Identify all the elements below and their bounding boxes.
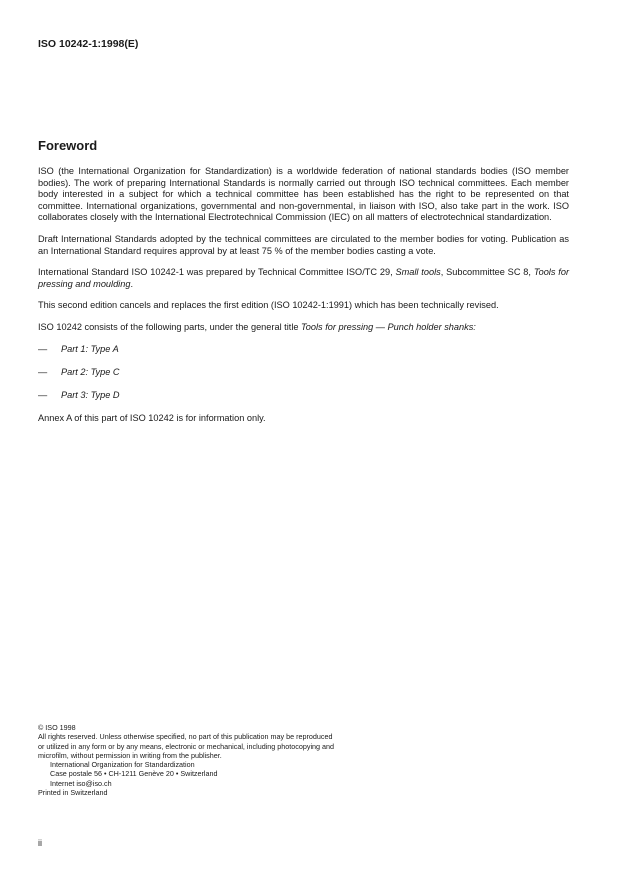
general-title: Tools for pressing — Punch holder shanks: xyxy=(301,321,476,332)
organization-name: International Organization for Standardization xyxy=(50,760,195,770)
page-number: ii xyxy=(38,838,42,848)
prepared-by-end: . xyxy=(130,278,134,289)
copyright-line: © ISO 1998 xyxy=(38,723,76,732)
rights-line: microfilm, without permission in writing from the publisher. xyxy=(38,750,222,760)
document-id-header: ISO 10242-1:1998(E) xyxy=(38,38,139,50)
organization-address: Case postale 56 • CH-1211 Genève 20 • Switzerland xyxy=(50,769,218,779)
subcommittee-name: Tools for pressing and moulding xyxy=(38,267,570,289)
parts-intro-text: ISO 10242 consists of the following parts, under the general title xyxy=(38,321,302,332)
dash-bullet: — xyxy=(38,389,48,400)
paragraph-parts-intro xyxy=(38,322,569,334)
paragraph-annex-note: Annex A of this part of ISO 10242 is for information only. xyxy=(38,412,266,423)
prepared-by-subcommittee: , Subcommittee SC 8, xyxy=(440,267,534,278)
paragraph-second-edition: This second edition cancels and replaces the first edition (ISO 10242-1:1991) which has been technically revised. xyxy=(38,300,499,311)
dash-bullet: — xyxy=(38,366,48,377)
organization-internet: Internet iso@iso.ch xyxy=(50,778,112,788)
foreword-heading: Foreword xyxy=(38,138,98,153)
printed-in: Printed in Switzerland xyxy=(38,788,108,798)
list-item xyxy=(38,344,569,356)
rights-line: or utilized in any form or by any means, electronic or mechanical, including photocopying and xyxy=(38,741,335,751)
paragraph-prepared-by xyxy=(38,267,569,290)
list-item xyxy=(38,367,569,379)
paragraph-draft-standards: Draft International Standards adopted by the technical committees are circulated to the member bodies for voting. Publication as an International Standard requires approval by at least 75 % of the member bodies casting a vote. xyxy=(38,233,569,256)
prepared-by-text: International Standard ISO 10242-1 was prepared by Technical Committee ISO/TC 29, xyxy=(38,267,396,278)
foreword-body xyxy=(38,166,569,434)
paragraph-iso-intro: ISO (the International Organization for Standardization) is a worldwide federation of national standards bodies (ISO member bodies). The work of preparing International Standards is normally carried out through ISO technical committees. Each member body interested in a subject for which a technical committee has been established has the right to be represented on that committee. International organizations, governmental and non-governmental, in liaison with ISO, also take part in the work. ISO collaborates closely with the International Electrotechnical Commission (IEC) on all matters of electrotechnical standardization. xyxy=(38,166,569,223)
dash-bullet: — xyxy=(38,343,48,354)
part-label: Part 1: Type A xyxy=(61,343,119,354)
committee-name: Small tools xyxy=(395,267,441,278)
list-item xyxy=(38,390,569,402)
part-label: Part 2: Type C xyxy=(61,366,120,377)
part-label: Part 3: Type D xyxy=(61,389,120,400)
copyright-notice xyxy=(38,723,398,797)
rights-line: All rights reserved. Unless otherwise specified, no part of this publication may be reproduced xyxy=(38,732,333,742)
